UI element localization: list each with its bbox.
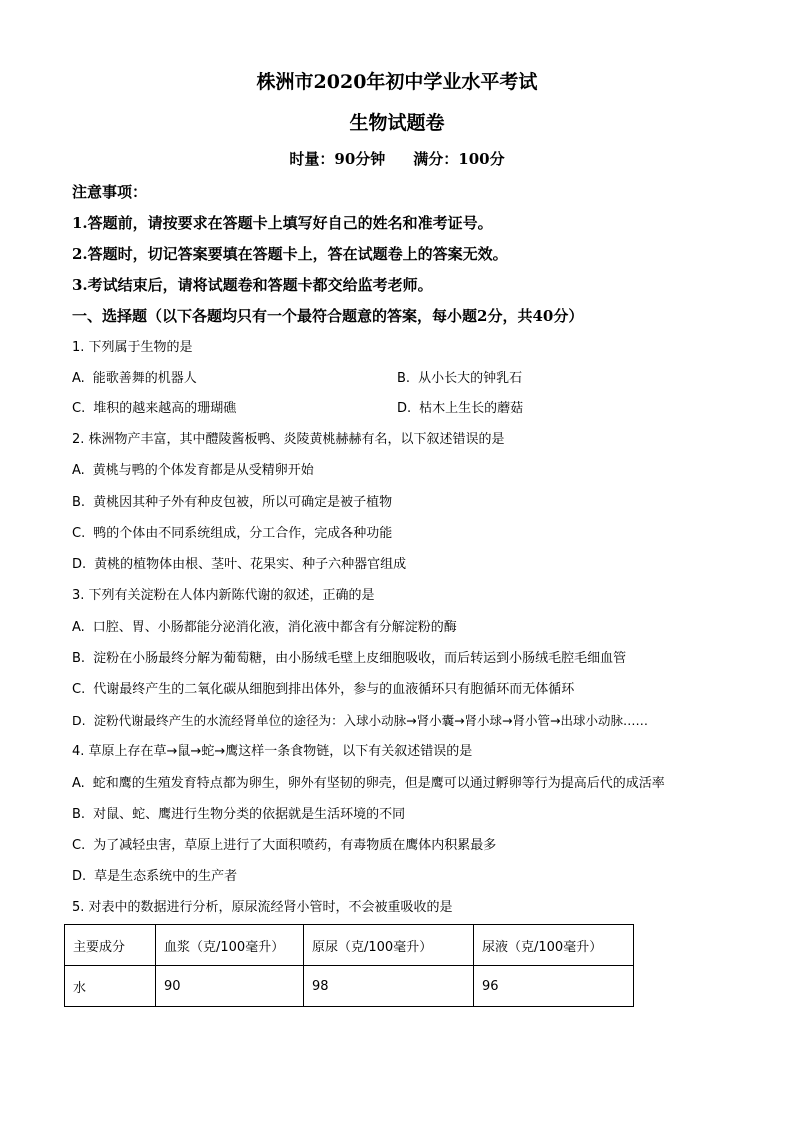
option-letter: D. (397, 401, 412, 416)
exam-subtitle: 生物试题卷 (349, 112, 445, 134)
option-text: 草是生态系统中的生产者 (94, 869, 238, 884)
notice-heading: 注意事项： (72, 183, 148, 201)
question-option (72, 867, 237, 887)
option-text: 能歌善舞的机器人 (92, 371, 197, 386)
question-stem: 4. 草原上存在草→鼠→蛇→鹰这样一条食物链，以下有关叙述错误的是 (72, 744, 473, 759)
option-text: 从小长大的钟乳石 (418, 371, 523, 386)
question-option (72, 399, 236, 419)
option-text: 代谢最终产生的二氧化碳从细胞到排出体外，参与的血液循环只有胞循环而无体循环 (93, 682, 575, 697)
data-table (64, 924, 634, 1007)
question-option (72, 369, 197, 389)
option-letter: B. (72, 807, 86, 822)
exam-info (0, 148, 794, 170)
option-text: 枯木上生长的蘑菇 (419, 401, 524, 416)
question-option (72, 774, 665, 794)
question-option (72, 461, 314, 481)
option-letter: A. (72, 463, 85, 478)
table-row (65, 966, 634, 1007)
exam-title: 株洲市2020年初中学业水平考试 (256, 71, 538, 93)
option-letter: D. (72, 713, 86, 728)
table-cell: 98 (304, 966, 474, 1007)
question-option (72, 618, 457, 638)
notice-item: 3.考试结束后，请将试题卷和答题卡都交给监考老师。 (72, 276, 433, 294)
option-letter: B. (397, 371, 411, 386)
option-text: 淀粉代谢最终产生的水流经肾单位的途径为：入球小动脉→肾小囊→肾小球→肾小管→出球小动脉…… (93, 713, 649, 728)
option-text: 黄桃的植物体由根、茎叶、花果实、种子六种器官组成 (94, 557, 407, 572)
option-letter: D. (72, 869, 87, 884)
option-text: 蛇和鹰的生殖发育特点都为卵生，卵外有坚韧的卵壳，但是鹰可以通过孵卵等行为提高后代的成活率 (92, 776, 665, 791)
question-stem: 2. 株洲物产丰富，其中醴陵酱板鸭、炎陵黄桃赫赫有名，以下叙述错误的是 (72, 432, 505, 447)
question-option (72, 711, 648, 731)
question-option (72, 493, 392, 513)
section-heading: 一、选择题（以下各题均只有一个最符合题意的答案，每小题2分，共40分） (72, 307, 584, 325)
option-text: 对鼠、蛇、鹰进行生物分类的依据就是生活环境的不同 (93, 807, 406, 822)
table-cell: 96 (474, 966, 634, 1007)
table-header-cell: 主要成分 (65, 925, 156, 966)
table-cell: 90 (156, 966, 304, 1007)
table-header-cell: 血浆（克/100毫升） (156, 925, 304, 966)
option-text: 鸭的个体由不同系统组成，分工合作，完成各种功能 (93, 526, 393, 541)
table-header-row (65, 925, 634, 966)
question-option (72, 680, 574, 700)
option-letter: A. (72, 620, 85, 635)
option-text: 淀粉在小肠最终分解为葡萄糖，由小肠绒毛壁上皮细胞吸收，而后转运到小肠绒毛腔毛细血管 (93, 651, 627, 666)
notice-item: 2.答题时，切记答案要填在答题卡上，答在试题卷上的答案无效。 (72, 245, 508, 263)
question-option (72, 649, 626, 669)
table-header-cell: 原尿（克/100毫升） (304, 925, 474, 966)
question-stem: 1. 下列属于生物的是 (72, 340, 193, 355)
option-text: 黄桃与鸭的个体发育都是从受精卵开始 (92, 463, 314, 478)
option-text: 为了减轻虫害，草原上进行了大面积喷药，有毒物质在鹰体内积累最多 (93, 838, 497, 853)
option-letter: A. (72, 776, 85, 791)
option-letter: B. (72, 495, 86, 510)
question-option (72, 836, 496, 856)
table-cell: 水 (65, 966, 156, 1007)
question-stem: 3. 下列有关淀粉在人体内新陈代谢的叙述，正确的是 (72, 588, 375, 603)
option-text: 黄桃因其种子外有种皮包被，所以可确定是被子植物 (93, 495, 393, 510)
question-option (72, 524, 392, 544)
option-letter: A. (72, 371, 85, 386)
option-letter: D. (72, 557, 87, 572)
option-text: 堆积的越来越高的珊瑚礁 (93, 401, 237, 416)
option-letter: C. (72, 526, 86, 541)
time-limit: 时量：90分钟 (289, 150, 386, 168)
option-letter: B. (72, 651, 86, 666)
question-option (397, 399, 523, 419)
option-letter: C. (72, 682, 86, 697)
notice-item: 1.答题前，请按要求在答题卡上填写好自己的姓名和准考证号。 (72, 214, 493, 232)
option-letter: C. (72, 838, 86, 853)
option-letter: C. (72, 401, 86, 416)
option-text: 口腔、胃、小肠都能分泌消化液，消化液中都含有分解淀粉的酶 (92, 620, 457, 635)
question-option (397, 369, 522, 389)
question-option (72, 805, 405, 825)
full-score: 满分：100分 (413, 150, 505, 168)
question-option (72, 555, 406, 575)
table-header-cell: 尿液（克/100毫升） (474, 925, 634, 966)
question-stem: 5. 对表中的数据进行分析，原尿流经肾小管时，不会被重吸收的是 (72, 900, 453, 915)
